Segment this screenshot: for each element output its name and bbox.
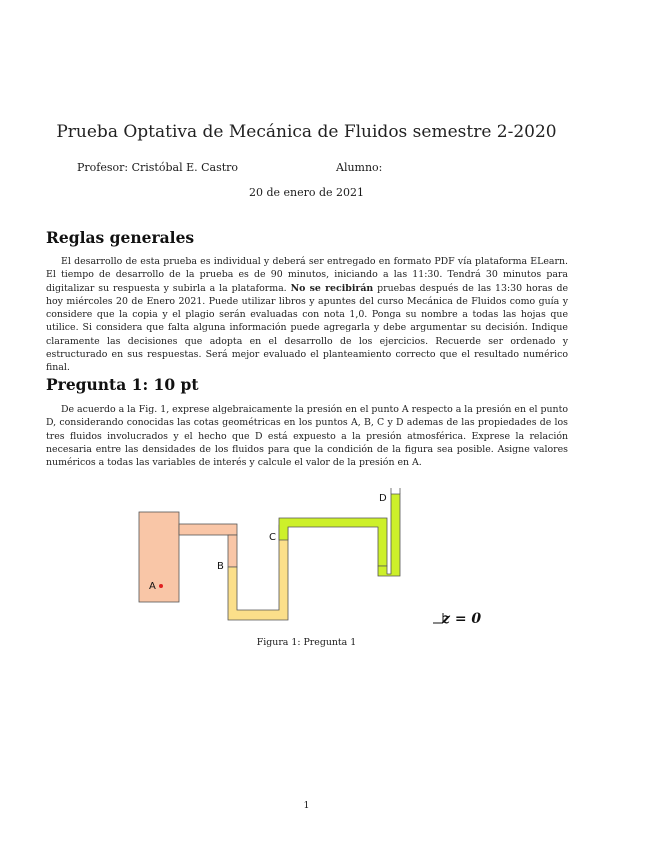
rules-text-2: pruebas después de las 13:30 horas de hoy miércoles 20 de Enero 2021. Puede utilizar libros y apuntes del curso Mecánica de Fluidos como guía y considere que la copia y el plagio serán evaluadas con nota 1,0. Ponga su nombre a todas las hojas que utilice. Si considera que falta alguna información puede agregarla y debe argumentar su decisión. Indique claramente las decisiones que adopta en el desarrollo de los ejercicios. Recuerde ser ordenado y estructurado en sus respuestas. Será mejor evaluado el planteamiento correcto que el resultado numérico final. xyxy=(46,282,569,374)
pipe-fluid-a xyxy=(179,524,237,535)
label-d: D xyxy=(379,493,387,504)
rules-text-1: El desarrollo de esta prueba es individual y deberá ser entregado en formato PDF vía plataforma ELearn. El tiempo de desarrollo de la prueba es de 90 minutos, iniciando a las 11:30. Tendrá 30 minutos para digitalizar su respuesta y subirla a la plataforma. xyxy=(46,256,568,294)
point-a-marker xyxy=(159,584,163,588)
rules-paragraph xyxy=(46,255,568,375)
professor-line: Profesor: Cristóbal E. Castro xyxy=(77,161,239,174)
question1-heading: Pregunta 1: 10 pt xyxy=(46,375,199,394)
label-b: B xyxy=(217,561,224,572)
bend-fluid-c xyxy=(279,518,387,566)
rules-bold-text: No se recibirán xyxy=(290,282,374,294)
tank-fluid-a xyxy=(139,512,179,602)
leg-fluid-a xyxy=(228,535,237,567)
label-a: A xyxy=(149,581,156,592)
student-line: Alumno: xyxy=(336,161,383,174)
figure-caption: Figura 1: Pregunta 1 xyxy=(256,637,357,648)
label-c: C xyxy=(269,532,276,543)
datum-label: z = 0 xyxy=(442,611,482,627)
document-date: 20 de enero de 2021 xyxy=(248,186,365,199)
manometer-diagram xyxy=(120,480,500,630)
page-number: 1 xyxy=(303,800,310,811)
rules-heading: Reglas generales xyxy=(46,228,195,247)
document-title: Prueba Optativa de Mecánica de Fluidos semestre 2-2020 xyxy=(56,122,557,142)
question1-text: De acuerdo a la Fig. 1, exprese algebraicamente la presión en el punto A respecto a la presión en el punto D, considerando conocidas las cotas geométricas en los puntos A, B, C y D ademas de las propiedades de los tres fluidos involucrados y el hecho que D está expuesto a la presión atmosférica. Exprese la relación necesaria entre las densidades de los fluidos para que la condición de la figura sea posible. Asigne valores numéricos a todas las variables de interés y calcule el valor de la presión en A. xyxy=(46,404,568,469)
question1-paragraph xyxy=(46,403,568,469)
figure-1 xyxy=(120,480,500,630)
